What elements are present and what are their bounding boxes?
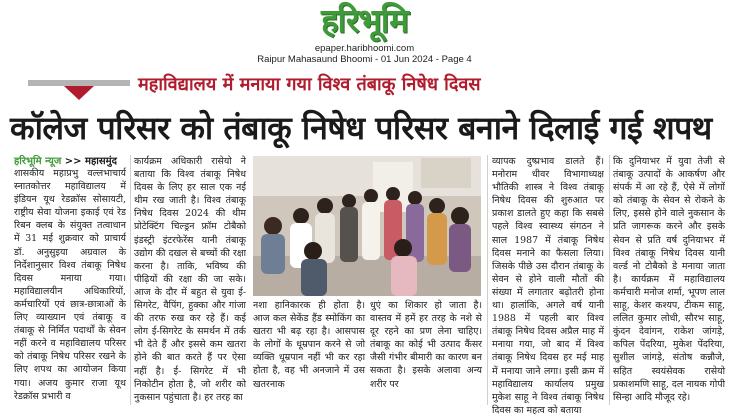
article-column-1: शासकीय महाप्रभु वल्लभाचार्य स्नातकोत्तर महाविद्यालय में इंडियन यूथ रेडक्रॉस सोसायटी, राष्ट्रीय सेवा योजना इकाई एवं रेड रिबन क्लब के संयुक्त तत्वाधान में 31 मई शुक्रवार को प्राचार्य डॉ. अनुसुइया अग्रवाल के निर्देशानुसार विश्व तंबाकू निषेध दिवस मनाया गया। महाविद्यालयीन अधिकारियों, कर्मचारियों एवं छात्र-छात्राओं के लिए व्याख्यान एवं तंबाकू व तंबाकू से निर्मित पदार्थों के सेवन नहीं करने व महाविद्यालय परिसर को तंबाकू निषेध परिसर रखने के लिए शपथ का आयोजन किया गया। अजय कुमार राजा यूथ रेडक्रॉस प्रभारी व — [14, 168, 126, 402]
article-column-2-continued: नशा हानिकारक ही होता है। आज कल सेकेंड हैंड स्मोकिंग का खतरा भी बढ़ रहा है। आसपास के लोगों के धूम्रपान करने से जो व्यक्ति धूम्रपान नहीं भी कर रहा होता है, वह भी अनजाने में उस खतरनाक — [253, 300, 365, 390]
newspaper-logo: हरिभूमि — [320, 1, 409, 40]
article-photo — [253, 156, 481, 296]
edition-line: Raipur Mahasaund Bhoomi - 01 Jun 2024 - Page 4 — [257, 54, 472, 65]
article-kicker: महाविद्यालय में मनाया गया विश्व तंबाकू निषेध दिवस — [138, 74, 481, 95]
article-headline: कॉलेज परिसर को तंबाकू निषेध परिसर बनाने दिलाई गई शपथ — [10, 109, 712, 147]
article-column-3: धुएं का शिकार हो जाता है। वास्तव में हमें हर तरह के नशे से दूर रहने का प्रण लेना चाहिए। तंबाकू का कोई भी उत्पाद कैंसर जैसी गंभीर बीमारी का कारण बन सकता है। इसके अलावा अन्य शरीर पर — [370, 300, 482, 390]
column-divider — [130, 155, 131, 405]
byline-place: महासमुंद — [84, 156, 117, 167]
masthead — [0, 2, 729, 40]
byline-brand: हरिभूमि न्यूज — [14, 156, 62, 167]
kicker-arrow-icon — [64, 86, 94, 100]
byline-separator: >> — [64, 156, 82, 167]
column-divider — [609, 155, 610, 405]
byline — [14, 153, 134, 167]
column-divider — [487, 155, 488, 405]
article-column-4: व्यापक दुष्प्रभाव डालते हैं। मनोराम धीवर विभागाध्यक्ष भौतिकी शास्त्र ने विश्व तंबाकू निषेध दिवस की शुरुआत पर प्रकाश डालते हुए कहा कि सबसे पहले विश्व स्वास्थ्य संगठन ने साल 1987 में तंबाकू निषेध दिवस मनाने का फैसला लिया। जिसके पीछे उस दौरान तंबाकू के सेवन से होने वाली मौतों की संख्या में लगातार बढ़ोतरी होना था। हालांकि, अगले वर्ष यानी 1988 में पहली बार विश्व तंबाकू निषेध दिवस अप्रैल माह में मनाया गया, जो बाद में विश्व तंबाकू निषेध दिवस हर मई माह में मनाया जाने लगा। इसी क्रम में महाविद्यालय कार्यालय प्रमुख मुकेश साहू ने विश्व तंबाकू निषेध दिवस का महत्व को बताया — [492, 156, 604, 416]
article-column-5: कि दुनियाभर में युवा तेजी से तंबाकू उत्पादों के आकर्षण और संपर्क में आ रहे हैं, ऐसे में लोगों को तंबाकू के सेवन से रोकने के लिए, इससे होने वाले नुकसान के प्रति जागरूक करने और इसके सेवन से प्रति वर्ष दुनियाभर में विश्व तंबाकू निषेध दिवस यानी वर्ल्ड नो टोबैको डे मनाया जाता है। कार्यक्रम में महाविद्यालय कर्मचारी मनोज शर्मा, भूपण लाल साहू, केशर कश्यप, टीकम साहू, ललित कुमार लोधी, सौरभ साहू, कुंदन देवांगन, राकेश जांगड़े, कपिल पेंदरिया, मुकेश पेंदरिया, सुशील जांगड़े, संतोष कन्नौजे, सहित स्वयंसेवक रासेयो प्रकाशमणि साहू, दल नायक गोपी सिन्हा आदि मौजूद रहे। — [613, 156, 725, 403]
article-column-2: कार्यक्रम अधिकारी रासेयो ने बताया कि विश्व तंबाकू निषेध दिवस के लिए हर साल एक नई थीम रख जाती है। विश्व तंबाकू निषेध दिवस 2024 की थीम प्रोटेक्टिंग चिल्ड्रन फ्रॉम टोबैको इंडस्ट्री इंटरफेरेंस यानी तंबाकू उद्योग की दखल से बच्चों की रक्षा करना है। ताकि, भविष्य की पीढ़ियों की रक्षा की जा सके। आज के दौर में बहुत से युवा ई-सिगरेट, वैपिंग, हुक्का और गांजा की तरफ रुख कर रहे हैं। कई लोग ई-सिगरेट के समर्थन में तर्क भी देते हैं और इससे कम खतरा होने की बात करते हैं पर ऐसा नहीं है। ई- सिगरेट में भी निकोटीन होता है, जो शरीर को नुकसान पहुंचाता है। हर तरह का — [134, 156, 246, 403]
epaper-url[interactable]: epaper.haribhoomi.com — [314, 43, 415, 54]
